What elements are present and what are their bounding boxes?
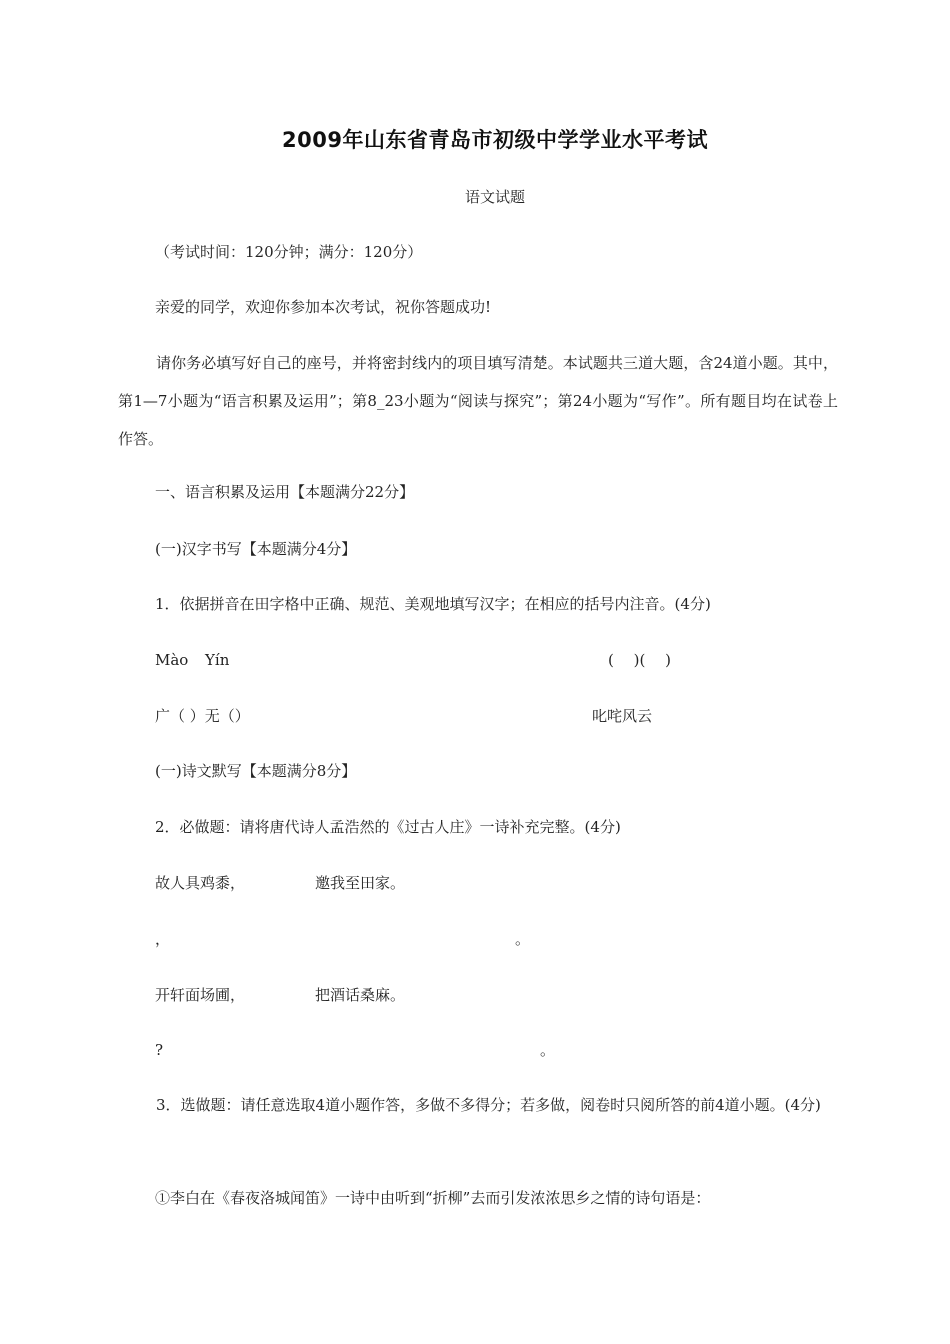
question-3-item-1: ①李白在《春夜洛城闻笛》一诗中由听到“折柳”去而引发浓浓思乡之情的诗句语是： bbox=[155, 1189, 711, 1207]
pinyin-2: Yín bbox=[205, 651, 230, 669]
poem-line-1a: 故人具鸡黍， bbox=[155, 874, 246, 892]
poem-line-4a: ? bbox=[155, 1041, 164, 1059]
question-2: 2．必做题：请将唐代诗人孟浩然的《过古人庄》一诗补充完整。(4分) bbox=[155, 818, 621, 836]
poem-line-3b: 把酒话桑麻。 bbox=[315, 986, 406, 1004]
section-1-heading: 一、语言积累及运用【本题满分22分】 bbox=[155, 483, 415, 501]
question-1: 1．依据拼音在田字格中正确、规范、美观地填写汉字；在相应的括号内注音。(4分) bbox=[155, 595, 711, 613]
document-subtitle: 语文试题 bbox=[464, 188, 525, 206]
subsection-2-heading: (一)诗文默写【本题满分8分】 bbox=[155, 762, 357, 780]
exam-info: （考试时间：120分钟；满分：120分） bbox=[155, 243, 423, 261]
pinyin-1: Mào bbox=[155, 651, 189, 669]
question-3: 3．选做题：请任意选取4道小题作答，多做不多得分；若多做，阅卷时只阅所答的前4道小题。(4分) bbox=[156, 1096, 821, 1114]
greeting: 亲爱的同学，欢迎你参加本次考试，祝你答题成功! bbox=[155, 298, 492, 316]
instructions-paragraph: 请你务必填写好自己的座号，并将密封线内的项目填写清楚。本试题共三道大题，含24道小题。其中，第1—7小题为“语言积累及运用”；第8_23小题为“阅读与探究”；第24小题为“写作”。所有题目均在试卷上作答。 bbox=[118, 354, 838, 448]
subsection-1-heading: (一)汉字书写【本题满分4分】 bbox=[155, 540, 357, 558]
idiom-example: 叱咤风云 bbox=[592, 707, 653, 725]
idiom-blank: 广（ ）无（） bbox=[155, 707, 250, 725]
poem-line-2b: 。 bbox=[515, 930, 531, 948]
poem-line-4b: 。 bbox=[540, 1041, 556, 1059]
poem-line-3a: 开轩面场圃， bbox=[155, 986, 246, 1004]
poem-line-2a: ， bbox=[155, 930, 171, 948]
poem-line-1b: 邀我至田家。 bbox=[315, 874, 406, 892]
pronunciation-blanks: ( )( ) bbox=[608, 651, 671, 669]
document-title: 2009年山东省青岛市初级中学学业水平考试 bbox=[282, 128, 708, 152]
